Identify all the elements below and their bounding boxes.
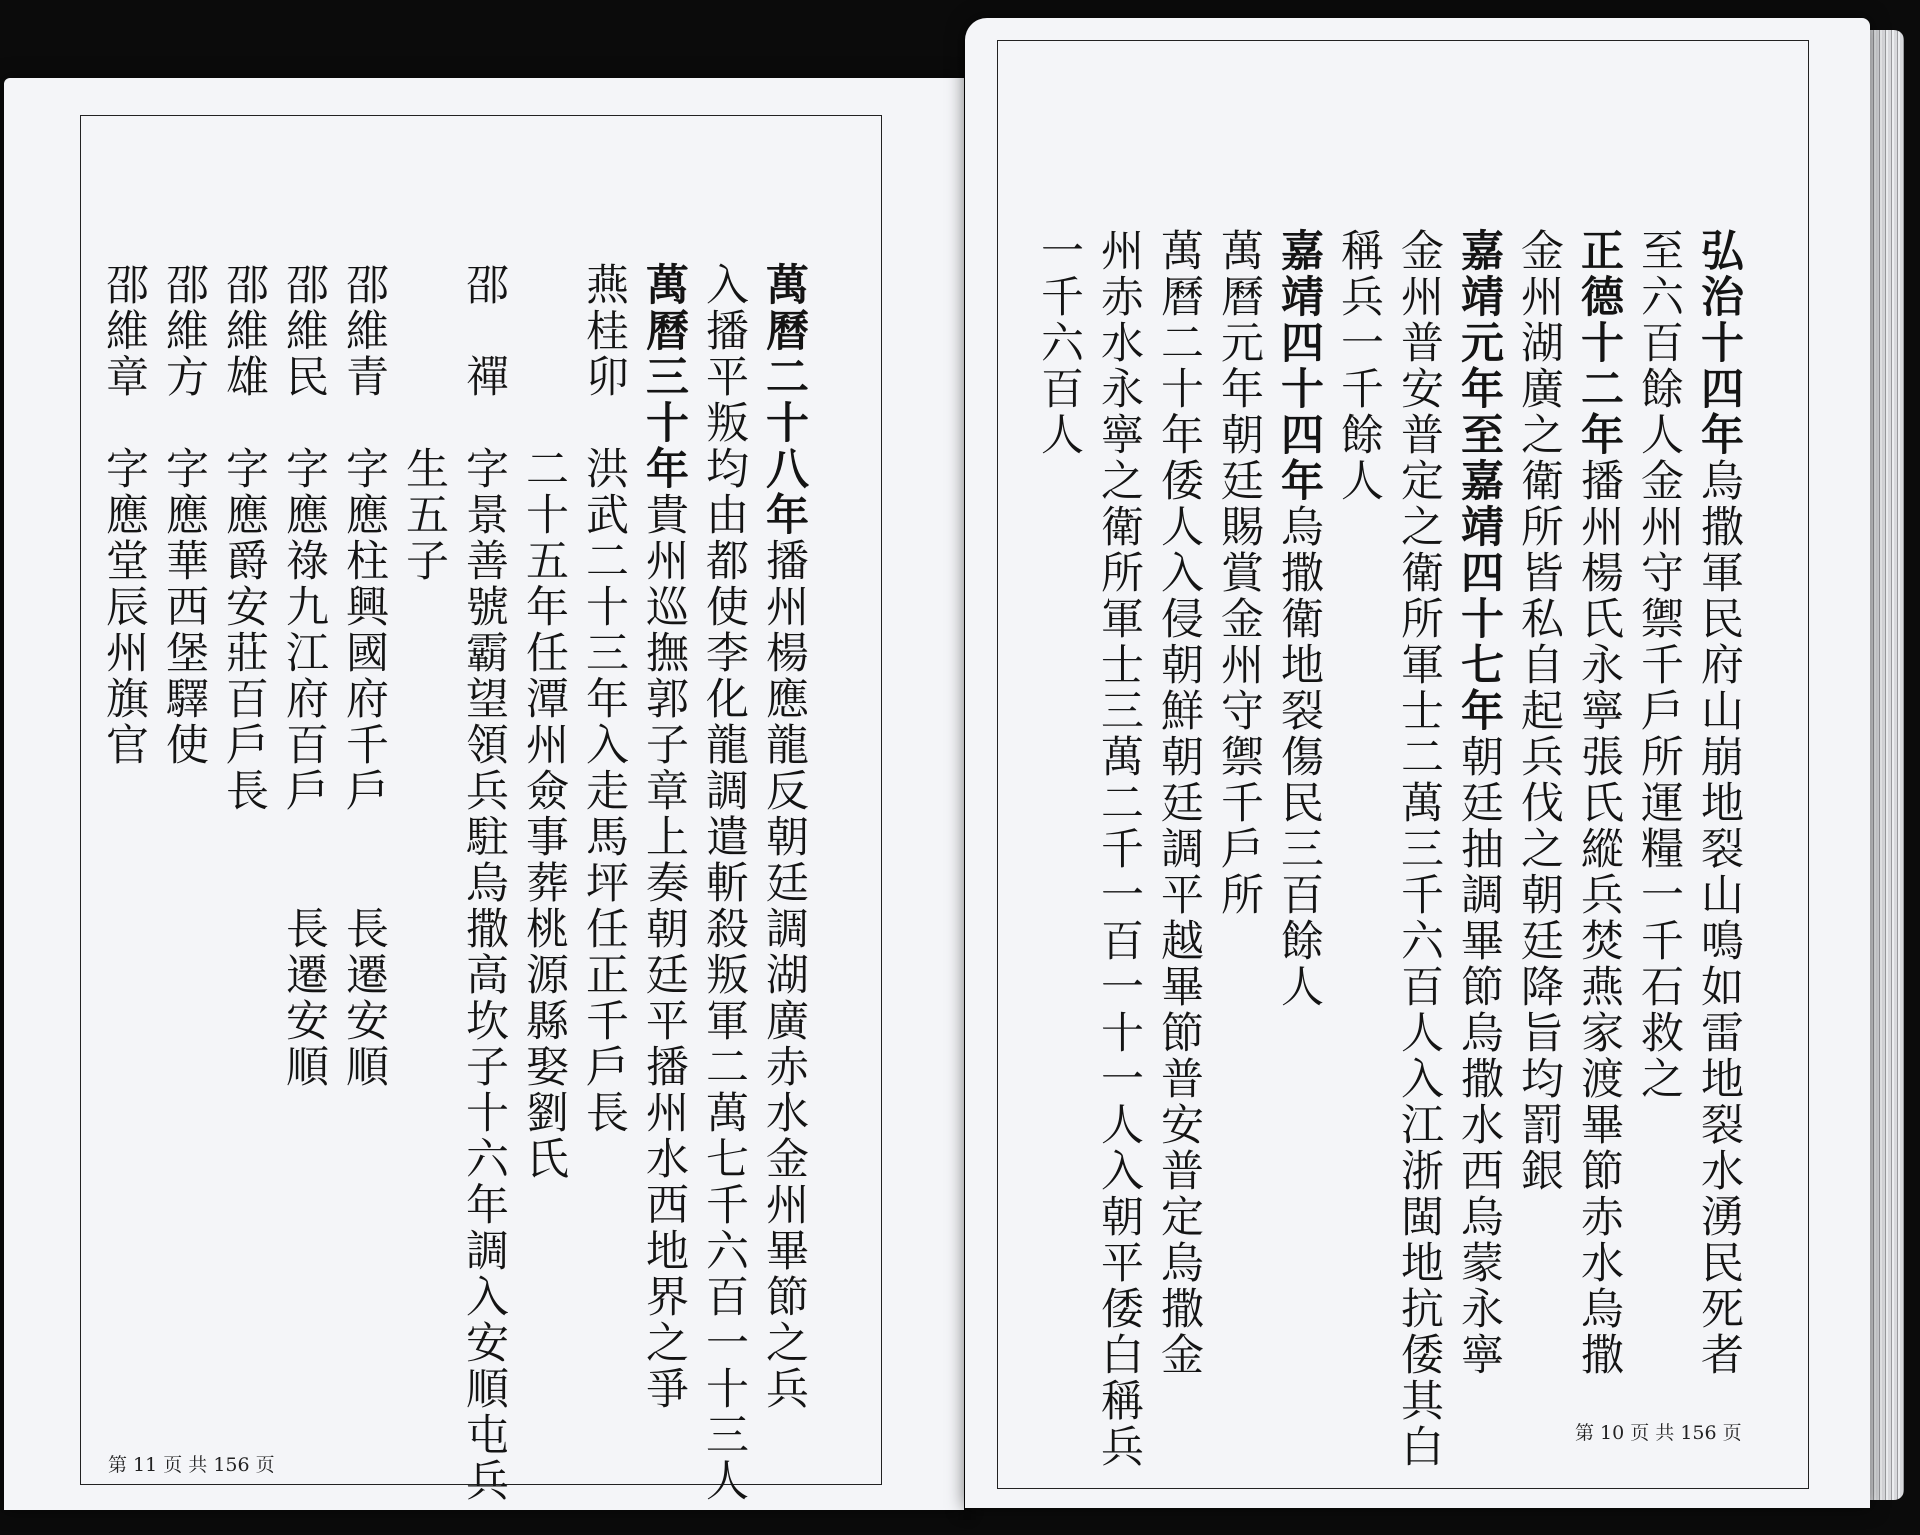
text-column [698, 262, 750, 1504]
date-heading: 嘉靖四十四年 [1274, 228, 1324, 504]
right-page-footer: 第 10 页 共 156 页 [1575, 1422, 1742, 1444]
text-column [278, 262, 330, 1090]
text-column [638, 262, 690, 1412]
date-heading: 萬曆三十年 [639, 262, 689, 492]
column-text: 二十五年任潭州僉事葬桃源縣娶劉氏 [519, 262, 569, 1182]
text-column [1033, 228, 1085, 458]
text-column [338, 262, 390, 1090]
column-text: 州赤水永寧之衛所軍士三萬二千一百一十一人入朝平倭白稱兵 [1094, 228, 1144, 1470]
date-heading: 正德十二年 [1574, 228, 1624, 458]
column-text: 至六百餘人金州守禦千戶所運糧一千石救之 [1634, 228, 1684, 1102]
column-text: 萬曆元年朝廷賜賞金州守禦千戶所 [1214, 228, 1264, 918]
column-text: 邵維方 字應華西堡驛使 [159, 262, 209, 768]
date-heading: 弘治十四年 [1694, 228, 1744, 458]
text-column [1393, 228, 1445, 1470]
text-column [578, 262, 630, 1136]
left-page-footer: 第 11 页 共 156 页 [108, 1454, 275, 1476]
text-column [1693, 228, 1745, 1378]
column-text: 邵維章 字應堂辰州旗官 [99, 262, 149, 768]
text-column [1453, 228, 1505, 1378]
column-text: 生五子 [399, 262, 449, 584]
text-column [1333, 228, 1385, 504]
column-text: 稱兵一千餘人 [1334, 228, 1384, 504]
column-text: 萬曆二十年倭人入侵朝鮮朝廷調平越畢節普安普定烏撒金 [1154, 228, 1204, 1378]
column-text: 燕桂卯 洪武二十三年入走馬坪任正千戶長 [579, 262, 629, 1136]
column-text: 朝廷抽調畢節烏撒水西烏蒙永寧 [1454, 734, 1504, 1378]
column-text: 入播平叛均由都使李化龍調遣斬殺叛軍二萬七千六百一十三人 [699, 262, 749, 1504]
text-column [1273, 228, 1325, 1010]
column-text: 貴州巡撫郭子章上奏朝廷平播州水西地界之爭 [639, 492, 689, 1412]
column-text: 播州楊應龍反朝廷調湖廣赤水金州畢節之兵 [759, 538, 809, 1412]
text-column [758, 262, 810, 1412]
column-text: 烏撒軍民府山崩地裂山鳴如雷地裂水湧民死者 [1694, 458, 1744, 1378]
date-heading: 萬曆二十八年 [759, 262, 809, 538]
text-column [1093, 228, 1145, 1470]
text-column [98, 262, 150, 768]
column-text: 邵維雄 字應爵安莊百戶長 [219, 262, 269, 814]
column-text: 烏撒衛地裂傷民三百餘人 [1274, 504, 1324, 1010]
date-heading: 嘉靖元年至嘉靖四十七年 [1454, 228, 1504, 734]
text-column [518, 262, 570, 1182]
text-column [398, 262, 450, 584]
text-column [218, 262, 270, 814]
text-column [1573, 228, 1625, 1378]
text-column [158, 262, 210, 768]
text-column [1153, 228, 1205, 1378]
column-text: 金州普安普定之衛所軍士二萬三千六百人入江浙閩地抗倭其白 [1394, 228, 1444, 1470]
column-text: 一千六百人 [1034, 228, 1084, 458]
text-column [1213, 228, 1265, 918]
column-text: 邵 禪 字景善號霸望領兵駐烏撒高坎子十六年調入安順屯兵 [459, 262, 509, 1504]
text-column [458, 262, 510, 1504]
column-text: 邵維民 字應祿九江府百戶 長遷安順 [279, 262, 329, 1090]
column-text: 邵維青 字應柱興國府千戶 長遷安順 [339, 262, 389, 1090]
column-text: 金州湖廣之衛所皆私自起兵伐之朝廷降旨均罰銀 [1514, 228, 1564, 1194]
text-column [1513, 228, 1565, 1194]
text-column [1633, 228, 1685, 1102]
page-edges [1870, 30, 1904, 1500]
column-text: 播州楊氏永寧張氏縱兵焚燕家渡畢節赤水烏撒 [1574, 458, 1624, 1378]
